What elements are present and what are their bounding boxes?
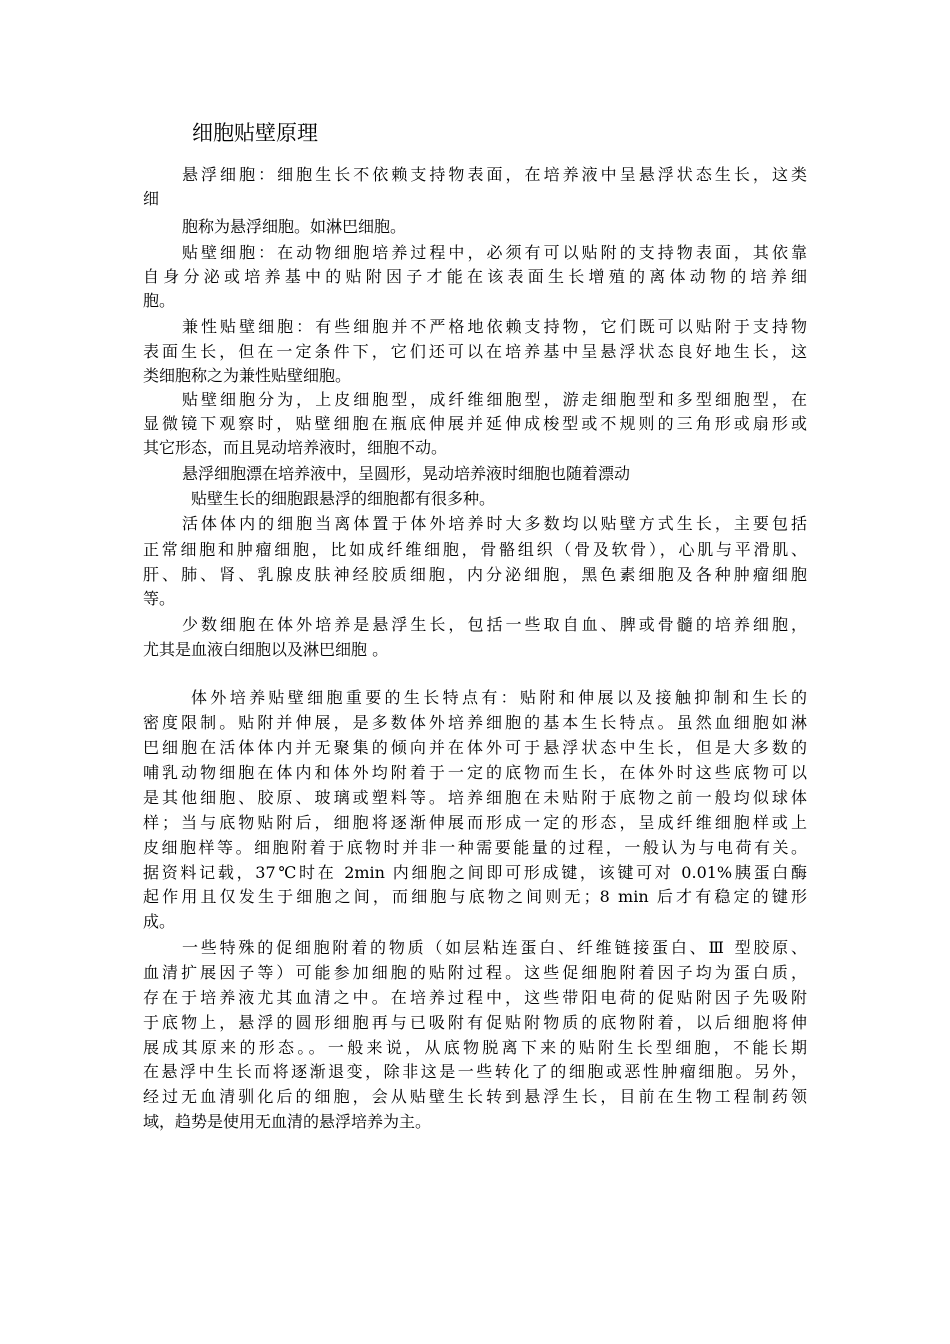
- text-line: 活体体内的细胞当离体置于体外培养时大多数均以贴壁方式生长，主要包括: [182, 514, 807, 533]
- text-line: 自身分泌或培养基中的贴附因子才能在该表面生长增殖的离体动物的培养细: [143, 267, 807, 286]
- text-line: 是其他细胞、胶原、玻璃或塑料等。培养细胞在未贴附于底物之前一般均似球体: [143, 788, 807, 807]
- text-line: 样；当与底物贴附后，细胞将逐渐伸展而形成一定的形态，呈成纤维细胞样或上: [143, 813, 807, 832]
- text-line: 经过无血清驯化后的细胞，会从贴壁生长转到悬浮生长，目前在生物工程制药领: [143, 1087, 807, 1106]
- text-line: 据资料记载，37℃时在 2min 内细胞之间即可形成键，该键可对 0.01%胰蛋白酶: [143, 863, 807, 882]
- text-line: 悬浮细胞：细胞生长不依赖支持物表面，在培养液中呈悬浮状态生长，这类: [182, 165, 807, 184]
- text-line: 起作用且仅发生于细胞之间，而细胞与底物之间则无；8 min 后才有稳定的键形: [143, 887, 807, 906]
- text-line: 血清扩展因子等）可能参加细胞的贴附过程。这些促细胞附着因子均为蛋白质，: [143, 963, 807, 982]
- text-line: 于底物上，悬浮的圆形细胞再与已吸附有促贴附物质的底物附着，以后细胞将伸: [143, 1013, 807, 1032]
- text-line: 类细胞称之为兼性贴壁细胞。: [143, 366, 352, 385]
- text-line: 密度限制。贴附并伸展，是多数体外培养细胞的基本生长特点。虽然血细胞如淋: [143, 713, 807, 732]
- text-line: 存在于培养液尤其血清之中。在培养过程中，这些带阳电荷的促贴附因子先吸附: [143, 988, 807, 1007]
- text-line: 胞称为悬浮细胞。如淋巴细胞。: [182, 217, 407, 236]
- text-line: 肝、肺、肾、乳腺皮肤神经胶质细胞，内分泌细胞，黑色素细胞及各种肿瘤细胞: [143, 565, 807, 584]
- text-line: 悬浮细胞漂在培养液中，呈圆形，晃动培养液时细胞也随着漂动: [182, 464, 631, 483]
- text-line: 体外培养贴壁细胞重要的生长特点有：贴附和伸展以及接触抑制和生长的: [191, 688, 807, 707]
- text-line: 巴细胞在活体体内并无聚集的倾向并在体外可于悬浮状态中生长，但是大多数的: [143, 738, 807, 757]
- text-line: 哺乳动物细胞在体内和体外均附着于一定的底物而生长，在体外时这些底物可以: [143, 763, 807, 782]
- text-line: 贴壁细胞分为，上皮细胞型，成纤维细胞型，游走细胞型和多型细胞型，在: [182, 390, 807, 409]
- text-line: 贴壁生长的细胞跟悬浮的细胞都有很多种。: [191, 489, 496, 508]
- text-line: 其它形态，而且晃动培养液时，细胞不动。: [143, 438, 448, 457]
- text-line: 贴壁细胞：在动物细胞培养过程中，必须有可以贴附的支持物表面，其依靠: [182, 243, 807, 262]
- text-line: 成。: [143, 912, 176, 931]
- text-line: 少数细胞在体外培养是悬浮生长，包括一些取自血、脾或骨髓的培养细胞，: [182, 615, 807, 634]
- text-line: 一些特殊的促细胞附着的物质（如层粘连蛋白、纤维链接蛋白、Ⅲ 型胶原、: [182, 938, 807, 957]
- text-line: 兼性贴壁细胞：有些细胞并不严格地依赖支持物，它们既可以贴附于支持物: [182, 317, 807, 336]
- text-line: 表面生长，但在一定条件下，它们还可以在培养基中呈悬浮状态良好地生长，这: [143, 342, 807, 361]
- text-line: 等。: [143, 589, 176, 608]
- text-line: 展成其原来的形态。。一般来说，从底物脱离下来的贴附生长型细胞，不能长期: [143, 1038, 807, 1057]
- text-line: 域，趋势是使用无血清的悬浮培养为主。: [143, 1112, 432, 1131]
- text-line: 皮细胞样等。细胞附着于底物时并非一种需要能量的过程，一般认为与电荷有关。: [143, 838, 807, 857]
- text-line: 正常细胞和肿瘤细胞，比如成纤维细胞，骨骼组织（骨及软骨），心肌与平滑肌、: [143, 540, 807, 559]
- text-line: 细: [143, 189, 160, 208]
- text-line: 显微镜下观察时，贴壁细胞在瓶底伸展并延伸成梭型或不规则的三角形或扇形或: [143, 414, 807, 433]
- text-line: 尤其是血液白细胞以及淋巴细胞 。: [143, 640, 389, 659]
- text-line: 胞。: [143, 291, 176, 310]
- document-title: 细胞贴壁原理: [192, 121, 318, 145]
- text-line: 在悬浮中生长而将逐渐退变，除非这是一些转化了的细胞或恶性肿瘤细胞。另外，: [143, 1062, 807, 1081]
